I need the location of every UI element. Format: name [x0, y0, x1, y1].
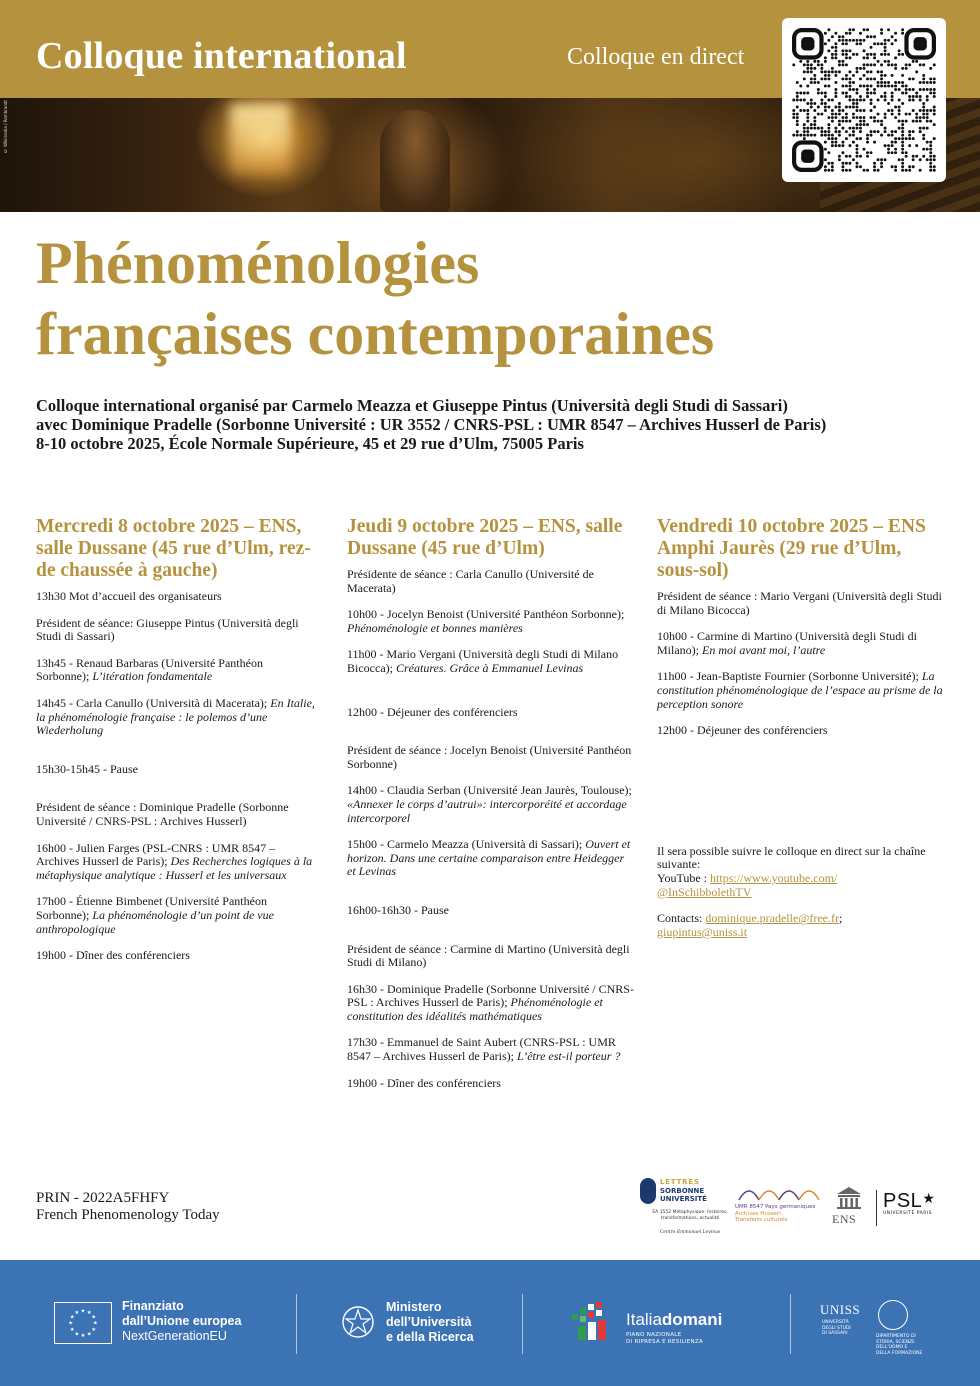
talk-title: Ouvert et horizon. Dans une certaine comparaison entre Heidegger et Levinas: [347, 837, 631, 879]
program-entry: 19h00 - Dîner des conférenciers: [347, 1075, 501, 1090]
talk-title: En Italie, la phénoménologie française : le polemos d’une Wiederholung: [36, 695, 315, 738]
lettres-sorbonne-logo: LETTRES SORBONNE UNIVERSITÉ EA 3552 Métaphysique: histoires, transformations, actualité Centre Emmanuel Levinas: [640, 1176, 732, 1240]
italian-emblem-icon: [340, 1302, 376, 1342]
uniss-seal-icon: [878, 1300, 908, 1330]
svg-text:★: ★: [69, 1314, 75, 1321]
talk-title: En moi avant moi, l’autre: [702, 642, 826, 657]
intro-with: avec Dominique Pradelle (Sorbonne Université : UR 3552 / CNRS-PSL : UMR 8547 – Archives Husserl de Paris): [36, 415, 827, 434]
italiadomani-mark-icon: [566, 1298, 622, 1348]
italiadomani-word: Italiadomani: [626, 1310, 723, 1329]
day-column-thursday: [347, 516, 635, 1103]
talk-title: La constitution phénoménologique de l’espace au prisme de la perception sonore: [657, 669, 943, 711]
youtube-handle-link[interactable]: @InSchibbolethTV: [657, 884, 752, 899]
program-entry: 14h45 - Carla Canullo (Università di Macerata); En Italie, la phénoménologie française : le polemos d’une Wiederholung: [36, 695, 315, 738]
talk-title: L’être est-il porteur ?: [516, 1049, 621, 1064]
talk-title: La phénoménologie d’un point de vue anthropologique: [36, 907, 274, 936]
program-entry: 15h00 - Carmelo Meazza (Università di Sassari); Ouvert et horizon. Dans une certaine comparaison entre Heidegger et Levinas: [347, 837, 631, 879]
svg-text:★: ★: [86, 1331, 92, 1338]
day-heading: Mercredi 8 octobre 2025 – ENS, salle Dussane (45 rue d’Ulm, rez-de chaussée à gauche): [36, 516, 311, 581]
day-column-wednesday: [36, 516, 316, 976]
talk-title: L’itération fondamentale: [92, 669, 213, 684]
umr-8547-logo: UMR 8547 Pays germaniques Archives Husserl Transferts culturels: [735, 1180, 825, 1230]
program-entry: 15h30-15h45 - Pause: [36, 761, 138, 776]
program-entry: 17h30 - Emmanuel de Saint Aubert (CNRS-PSL : UMR 8547 – Archives Husserl de Paris); L’être est-il porteur ?: [347, 1035, 621, 1064]
program-entry: Président de séance: Giuseppe Pintus (Università degli Studi di Sassari): [36, 615, 299, 644]
day-heading: Jeudi 9 octobre 2025 – ENS, salle Dussane (45 rue d’Ulm): [347, 516, 623, 559]
ens-logo: ENS: [830, 1186, 870, 1230]
header-title: Colloque international: [36, 35, 407, 77]
painting-figure: [380, 110, 450, 212]
intro-dates-venue: 8-10 octobre 2025, École Normale Supérieure, 45 et 29 rue d’Ulm, 75005 Paris: [36, 434, 584, 453]
prin-block: [36, 1190, 220, 1224]
live-stream-info: Il sera possible suivre le colloque en direct sur la chaîne suivante: YouTube : https://www.youtube.com/ @InSchibbolethTV: [657, 843, 926, 899]
day-column-friday: [657, 516, 947, 952]
svg-text:★: ★: [80, 1308, 86, 1315]
italiadomani-sub: PIANO NAZIONALE DI RIPRESA E RESILIENZA: [626, 1332, 704, 1345]
program-entry: 10h00 - Jocelyn Benoist (Université Panthéon Sorbonne); Phénoménologie et bonnes manières: [347, 607, 625, 635]
ens-building-icon: [836, 1186, 862, 1210]
uniss-sub: UNIVERSITÀ DEGLI STUDI DI SASSARI: [822, 1320, 851, 1336]
youtube-link[interactable]: https://www.youtube.com/: [710, 870, 838, 885]
page-title-line-2: françaises contemporaines: [36, 301, 715, 367]
qr-code-graphic: [792, 28, 936, 172]
program-entry: 16h00-16h30 - Pause: [347, 902, 449, 917]
program-entry: 14h00 - Claudia Serban (Université Jean Jaurès, Toulouse); «Annexer le corps d’autrui»: intercorporéité et accordage intercorporel: [347, 783, 632, 825]
program-entry: 19h00 - Dîner des conférenciers: [36, 948, 190, 963]
program-entry: Président de séance : Jocelyn Benoist (Université Panthéon Sorbonne): [347, 743, 632, 771]
funding-footer: [0, 1260, 980, 1386]
program-entry: Président de séance : Dominique Pradelle (Sorbonne Université / CNRS-PSL : Archives Husserl): [36, 800, 289, 828]
email-link-pradelle[interactable]: dominique.pradelle@free.fr: [705, 911, 839, 926]
intro-block: [36, 396, 946, 453]
svg-text:★: ★: [91, 1326, 97, 1333]
svg-text:★: ★: [91, 1314, 97, 1321]
prin-code: PRIN - 2022A5FHFY: [36, 1190, 170, 1206]
email-link-pintus[interactable]: giupintus@uniss.it: [657, 924, 748, 939]
sorbonne-mark-icon: [640, 1178, 656, 1204]
svg-text:★: ★: [68, 1320, 73, 1327]
program-entry: 12h00 - Déjeuner des conférenciers: [657, 723, 828, 738]
live-label: Colloque en direct: [567, 44, 745, 70]
uniss-department: DIPARTIMENTO DI STORIA, SCIENZE DELL’UOMO E DELLA FORMAZIONE: [876, 1334, 923, 1356]
intro-organizers: Colloque international organisé par Carmelo Meazza et Giuseppe Pintus (Università degli Studi di Sassari): [36, 396, 788, 415]
footer-divider: [296, 1294, 297, 1354]
talk-title: «Annexer le corps d’autrui»: intercorporéité et accordage intercorporel: [347, 796, 627, 825]
program-entry: 10h00 - Carmine di Martino (Università degli Studi di Milano); En moi avant moi, l’autre: [657, 629, 917, 657]
page-title-line-1: Phénoménologies: [36, 230, 480, 296]
prin-name: French Phenomenology Today: [36, 1207, 220, 1223]
program-entry: Président de séance : Mario Vergani (Università degli Studi di Milano Bicocca): [657, 589, 942, 617]
program-entry: 13h30 Mot d’accueil des organisateurs: [36, 589, 222, 603]
uniss-word: UNISS: [820, 1302, 861, 1317]
footer-divider: [522, 1294, 523, 1354]
psl-logo: PSL★ UNIVERSITÉ PARIS: [876, 1190, 946, 1226]
program-entry: 17h00 - Étienne Bimbenet (Université Panthéon Sorbonne); La phénoménologie d’un point de vue anthropologique: [36, 894, 274, 936]
program-entry: 11h00 - Jean-Baptiste Fournier (Sorbonne Université); La constitution phénoménologique de l’espace au prisme de la perception sonore: [657, 669, 943, 711]
svg-text:★: ★: [86, 1309, 92, 1316]
program-entry: Président de séance : Carmine di Martino (Università degli Studi di Milano): [347, 941, 630, 970]
eu-funding-text: Finanziato dall’Unione europea NextGenerationEU: [122, 1299, 242, 1343]
eu-flag-icon: [54, 1302, 112, 1344]
program-entry: 16h00 - Julien Farges (PSL-CNRS : UMR 8547 – Archives Husserl de Paris); Des Recherches logiques à la métaphysique analytique : Husserl et les universaux: [36, 840, 313, 882]
page-title: [36, 228, 714, 370]
painting-window-light: [230, 104, 290, 174]
talk-title: Phénoménologie et bonnes manières: [347, 620, 523, 635]
qr-code-icon[interactable]: [782, 18, 946, 182]
contacts-info: Contacts: dominique.pradelle@free.fr; giupintus@uniss.it: [657, 911, 843, 939]
program-entry: Présidente de séance : Carla Canullo (Université de Macerata): [347, 567, 594, 595]
svg-text:★: ★: [93, 1320, 98, 1327]
program-entry: 11h00 - Mario Vergani (Università degli Studi di Milano Bicocca); Créatures. Grâce à Emmanuel Levinas: [347, 647, 619, 675]
day-heading: Vendredi 10 octobre 2025 – ENS Amphi Jaurès (29 rue d’Ulm, sous-sol): [657, 516, 926, 581]
umr-arcs-icon: [735, 1180, 825, 1202]
talk-title: Phénoménologie et constitution des idéalités mathématiques: [347, 995, 603, 1023]
talk-title: Créatures. Grâce à Emmanuel Levinas: [395, 660, 584, 675]
program-entry: 16h30 - Dominique Pradelle (Sorbonne Université / CNRS-PSL : Archives Husserl de Paris); Phénoménologie et constitution des idéalités mathématiques: [347, 981, 634, 1023]
talk-title: Des Recherches logiques à la métaphysique analytique : Husserl et les universaux: [36, 854, 313, 882]
svg-text:★: ★: [74, 1309, 80, 1316]
svg-text:★: ★: [69, 1326, 75, 1333]
svg-text:★: ★: [74, 1331, 80, 1338]
psl-star-icon: ★: [922, 1191, 935, 1207]
program-entry: 13h45 - Renaud Barbaras (Université Panthéon Sorbonne); L’itération fondamentale: [36, 655, 263, 684]
painting-credit: © Wikimedia / Rembrandt: [3, 100, 8, 154]
ministero-text: Ministero dell’Università e della Ricerca: [386, 1300, 474, 1344]
program-entry: 12h00 - Déjeuner des conférenciers: [347, 704, 518, 719]
svg-text:★: ★: [80, 1333, 86, 1340]
footer-divider: [790, 1294, 791, 1354]
